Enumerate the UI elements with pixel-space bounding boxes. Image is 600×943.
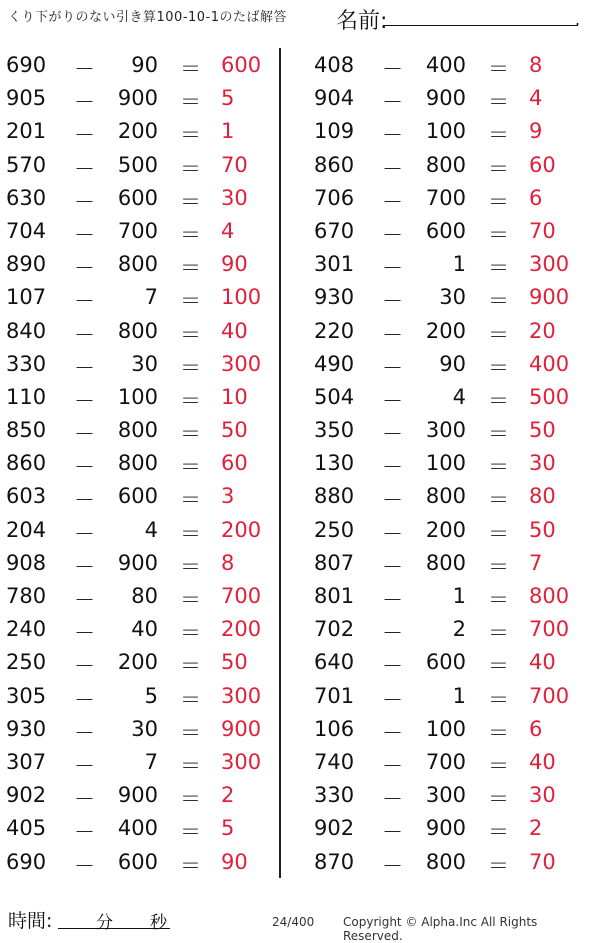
subtrahend: 1 xyxy=(452,252,466,277)
minus-sign: － xyxy=(382,488,403,513)
equals-sign: ＝ xyxy=(180,787,201,812)
minus-sign: － xyxy=(382,753,403,778)
minus-sign: － xyxy=(382,687,403,712)
minuend: 801 xyxy=(314,584,355,608)
subtrahend: 800 xyxy=(117,252,158,277)
subtrahend: 100 xyxy=(117,384,158,409)
column-divider xyxy=(279,48,281,878)
minuend: 109 xyxy=(314,119,355,144)
equals-sign: ＝ xyxy=(180,853,201,878)
subtrahend: 300 xyxy=(425,783,466,808)
minus-sign: － xyxy=(382,422,403,447)
minus-sign: － xyxy=(74,222,95,247)
answer: 300 xyxy=(221,351,262,376)
equals-sign: ＝ xyxy=(488,322,509,347)
minuend: 860 xyxy=(6,451,47,476)
subtrahend: 90 xyxy=(131,53,158,77)
minuend: 301 xyxy=(314,252,355,277)
page-number: 24/400 xyxy=(272,915,315,929)
subtrahend: 500 xyxy=(117,152,158,177)
minuend: 904 xyxy=(314,86,355,111)
answer: 40 xyxy=(221,318,248,343)
equals-sign: ＝ xyxy=(488,355,509,380)
minuend: 504 xyxy=(314,384,355,409)
minuend: 702 xyxy=(314,617,355,642)
answer: 50 xyxy=(529,418,556,443)
answer: 200 xyxy=(221,617,262,642)
answer: 300 xyxy=(221,683,262,708)
name-field-dot: . xyxy=(575,10,581,29)
minus-sign: － xyxy=(74,57,95,81)
minus-sign: － xyxy=(382,388,403,413)
minuend: 408 xyxy=(314,53,355,77)
equals-sign: ＝ xyxy=(488,222,509,247)
minus-sign: － xyxy=(74,753,95,778)
subtrahend: 200 xyxy=(117,650,158,675)
minuend: 930 xyxy=(314,285,355,310)
equals-sign: ＝ xyxy=(488,488,509,513)
subtrahend: 30 xyxy=(439,285,466,310)
equals-sign: ＝ xyxy=(180,753,201,778)
minus-sign: － xyxy=(74,123,95,148)
equals-sign: ＝ xyxy=(180,488,201,513)
minuend: 701 xyxy=(314,683,355,708)
answer: 800 xyxy=(529,584,570,608)
answer: 8 xyxy=(529,53,543,77)
subtrahend: 7 xyxy=(144,749,158,774)
equals-sign: ＝ xyxy=(180,123,201,148)
minuend: 240 xyxy=(6,617,47,642)
answer: 10 xyxy=(221,384,248,409)
minuend: 670 xyxy=(314,218,355,243)
subtrahend: 200 xyxy=(425,517,466,542)
minuend: 570 xyxy=(6,152,47,177)
answer: 500 xyxy=(529,384,570,409)
answer: 60 xyxy=(221,451,248,476)
time-label: 時間: xyxy=(8,910,53,932)
minuend: 706 xyxy=(314,185,355,210)
subtrahend: 4 xyxy=(144,517,158,542)
minus-sign: － xyxy=(74,256,95,281)
minuend: 740 xyxy=(314,749,355,774)
minuend: 490 xyxy=(314,351,355,376)
equals-sign: ＝ xyxy=(488,422,509,447)
equals-sign: ＝ xyxy=(488,521,509,546)
equals-sign: ＝ xyxy=(180,90,201,115)
subtrahend: 900 xyxy=(117,783,158,808)
answer: 100 xyxy=(221,285,262,310)
subtrahend: 700 xyxy=(425,185,466,210)
subtrahend: 1 xyxy=(452,584,466,608)
equals-sign: ＝ xyxy=(180,57,201,81)
equals-sign: ＝ xyxy=(180,588,201,612)
answer: 5 xyxy=(221,816,235,841)
minuend: 110 xyxy=(6,384,47,409)
equals-sign: ＝ xyxy=(488,189,509,214)
answer: 400 xyxy=(529,351,570,376)
minuend: 305 xyxy=(6,683,47,708)
answer: 300 xyxy=(221,749,262,774)
equals-sign: ＝ xyxy=(180,720,201,745)
equals-sign: ＝ xyxy=(488,753,509,778)
equals-sign: ＝ xyxy=(180,820,201,845)
equals-sign: ＝ xyxy=(180,654,201,679)
answer: 4 xyxy=(529,86,543,111)
minuend: 201 xyxy=(6,119,47,144)
answer: 9 xyxy=(529,119,543,144)
minus-sign: － xyxy=(74,90,95,115)
minus-sign: － xyxy=(74,621,95,646)
minus-sign: － xyxy=(74,720,95,745)
subtrahend: 200 xyxy=(117,119,158,144)
answer: 6 xyxy=(529,716,543,741)
equals-sign: ＝ xyxy=(488,455,509,480)
subtrahend: 100 xyxy=(425,119,466,144)
minus-sign: － xyxy=(74,388,95,413)
equals-sign: ＝ xyxy=(180,554,201,579)
minuend: 130 xyxy=(314,451,355,476)
subtrahend: 600 xyxy=(117,185,158,210)
answer: 50 xyxy=(221,418,248,443)
subtrahend: 800 xyxy=(425,484,466,509)
answer: 40 xyxy=(529,749,556,774)
equals-sign: ＝ xyxy=(180,322,201,347)
minus-sign: － xyxy=(74,355,95,380)
name-label: 名前: xyxy=(336,9,388,34)
equals-sign: ＝ xyxy=(180,355,201,380)
minus-sign: － xyxy=(74,820,95,845)
subtrahend: 700 xyxy=(117,218,158,243)
equals-sign: ＝ xyxy=(180,422,201,447)
minuend: 704 xyxy=(6,218,47,243)
minuend: 860 xyxy=(314,152,355,177)
equals-sign: ＝ xyxy=(488,720,509,745)
equals-sign: ＝ xyxy=(488,654,509,679)
subtrahend: 1 xyxy=(452,683,466,708)
minus-sign: － xyxy=(382,90,403,115)
minuend: 905 xyxy=(6,86,47,111)
subtrahend: 400 xyxy=(117,816,158,841)
minuend: 330 xyxy=(314,783,355,808)
answer: 600 xyxy=(221,53,262,77)
subtrahend: 800 xyxy=(117,451,158,476)
minus-sign: － xyxy=(74,521,95,546)
equals-sign: ＝ xyxy=(180,521,201,546)
subtrahend: 900 xyxy=(117,550,158,575)
answer: 300 xyxy=(529,252,570,277)
equals-sign: ＝ xyxy=(488,787,509,812)
answer: 80 xyxy=(529,484,556,509)
equals-sign: ＝ xyxy=(488,554,509,579)
minuend: 204 xyxy=(6,517,47,542)
minus-sign: － xyxy=(382,222,403,247)
minus-sign: － xyxy=(74,654,95,679)
subtrahend: 900 xyxy=(425,86,466,111)
equals-sign: ＝ xyxy=(488,57,509,81)
minuend: 870 xyxy=(314,849,355,874)
subtrahend: 30 xyxy=(131,351,158,376)
subtrahend: 600 xyxy=(117,484,158,509)
answer: 60 xyxy=(529,152,556,177)
minuend: 902 xyxy=(314,816,355,841)
equals-sign: ＝ xyxy=(180,687,201,712)
subtrahend: 800 xyxy=(425,152,466,177)
answer: 8 xyxy=(221,550,235,575)
subtrahend: 800 xyxy=(425,849,466,874)
subtrahend: 7 xyxy=(144,285,158,310)
minus-sign: － xyxy=(74,322,95,347)
minutes-label: 分 xyxy=(96,913,113,933)
answer: 4 xyxy=(221,218,235,243)
equals-sign: ＝ xyxy=(180,455,201,480)
subtrahend: 300 xyxy=(425,418,466,443)
minuend: 307 xyxy=(6,749,47,774)
minus-sign: － xyxy=(382,654,403,679)
answer: 7 xyxy=(529,550,543,575)
minuend: 603 xyxy=(6,484,47,509)
minus-sign: － xyxy=(382,289,403,314)
answer: 70 xyxy=(529,849,556,874)
minus-sign: － xyxy=(74,455,95,480)
minuend: 220 xyxy=(314,318,355,343)
minus-sign: － xyxy=(74,853,95,878)
answer: 2 xyxy=(221,783,235,808)
minus-sign: － xyxy=(382,322,403,347)
answer: 5 xyxy=(221,86,235,111)
answer: 90 xyxy=(221,849,248,874)
minuend: 930 xyxy=(6,716,47,741)
minuend: 780 xyxy=(6,584,47,608)
minus-sign: － xyxy=(382,853,403,878)
subtrahend: 4 xyxy=(452,384,466,409)
subtrahend: 200 xyxy=(425,318,466,343)
minuend: 250 xyxy=(6,650,47,675)
subtrahend: 2 xyxy=(452,617,466,642)
answer: 700 xyxy=(529,683,570,708)
minus-sign: － xyxy=(382,455,403,480)
minus-sign: － xyxy=(74,554,95,579)
minuend: 840 xyxy=(6,318,47,343)
minus-sign: － xyxy=(382,720,403,745)
answer: 70 xyxy=(221,152,248,177)
answer: 30 xyxy=(529,451,556,476)
answer: 70 xyxy=(529,218,556,243)
answer: 30 xyxy=(221,185,248,210)
equals-sign: ＝ xyxy=(180,289,201,314)
minuend: 630 xyxy=(6,185,47,210)
answer: 30 xyxy=(529,783,556,808)
minus-sign: － xyxy=(74,687,95,712)
subtrahend: 800 xyxy=(117,318,158,343)
minuend: 850 xyxy=(6,418,47,443)
subtrahend: 900 xyxy=(117,86,158,111)
minuend: 807 xyxy=(314,550,355,575)
subtrahend: 90 xyxy=(439,351,466,376)
seconds-label: 秒 xyxy=(150,913,167,933)
equals-sign: ＝ xyxy=(488,388,509,413)
answer: 6 xyxy=(529,185,543,210)
minus-sign: － xyxy=(382,521,403,546)
answer: 90 xyxy=(221,252,248,277)
equals-sign: ＝ xyxy=(488,820,509,845)
minuend: 405 xyxy=(6,816,47,841)
subtrahend: 5 xyxy=(144,683,158,708)
equals-sign: ＝ xyxy=(488,123,509,148)
minus-sign: － xyxy=(382,355,403,380)
minuend: 690 xyxy=(6,53,47,77)
equals-sign: ＝ xyxy=(488,588,509,612)
minus-sign: － xyxy=(382,123,403,148)
subtrahend: 800 xyxy=(117,418,158,443)
answer: 3 xyxy=(221,484,235,509)
equals-sign: ＝ xyxy=(488,289,509,314)
equals-sign: ＝ xyxy=(180,156,201,181)
minus-sign: － xyxy=(74,588,95,612)
equals-sign: ＝ xyxy=(488,256,509,281)
subtrahend: 600 xyxy=(425,218,466,243)
subtrahend: 700 xyxy=(425,749,466,774)
equals-sign: ＝ xyxy=(180,222,201,247)
answer: 200 xyxy=(221,517,262,542)
equals-sign: ＝ xyxy=(488,621,509,646)
minus-sign: － xyxy=(74,422,95,447)
minus-sign: － xyxy=(382,554,403,579)
subtrahend: 600 xyxy=(425,650,466,675)
minuend: 890 xyxy=(6,252,47,277)
minus-sign: － xyxy=(74,488,95,513)
minuend: 350 xyxy=(314,418,355,443)
minus-sign: － xyxy=(382,621,403,646)
minus-sign: － xyxy=(382,256,403,281)
subtrahend: 40 xyxy=(131,617,158,642)
answer: 50 xyxy=(221,650,248,675)
answer: 40 xyxy=(529,650,556,675)
minus-sign: － xyxy=(74,189,95,214)
answer: 900 xyxy=(221,716,262,741)
minus-sign: － xyxy=(74,289,95,314)
equals-sign: ＝ xyxy=(180,189,201,214)
equals-sign: ＝ xyxy=(488,90,509,115)
equals-sign: ＝ xyxy=(180,256,201,281)
subtrahend: 600 xyxy=(117,849,158,874)
equals-sign: ＝ xyxy=(488,156,509,181)
equals-sign: ＝ xyxy=(180,621,201,646)
minuend: 902 xyxy=(6,783,47,808)
minuend: 250 xyxy=(314,517,355,542)
minus-sign: － xyxy=(382,156,403,181)
minus-sign: － xyxy=(382,820,403,845)
minuend: 106 xyxy=(314,716,355,741)
subtrahend: 400 xyxy=(425,53,466,77)
equals-sign: ＝ xyxy=(180,388,201,413)
answer: 20 xyxy=(529,318,556,343)
equals-sign: ＝ xyxy=(488,687,509,712)
answer: 900 xyxy=(529,285,570,310)
subtrahend: 100 xyxy=(425,716,466,741)
worksheet-title: くり下がりのない引き算100-10-1のたば解答 xyxy=(8,10,288,25)
minus-sign: － xyxy=(74,787,95,812)
answer: 50 xyxy=(529,517,556,542)
subtrahend: 800 xyxy=(425,550,466,575)
minuend: 690 xyxy=(6,849,47,874)
subtrahend: 80 xyxy=(131,584,158,608)
answer: 700 xyxy=(221,584,262,608)
subtrahend: 100 xyxy=(425,451,466,476)
minus-sign: － xyxy=(382,57,403,81)
name-field-line[interactable] xyxy=(383,25,578,26)
minuend: 107 xyxy=(6,285,47,310)
answer: 1 xyxy=(221,119,235,144)
minuend: 908 xyxy=(6,550,47,575)
copyright-text: Copyright © Alpha.Inc All Rights Reserved. xyxy=(343,915,538,943)
answer: 2 xyxy=(529,816,543,841)
minus-sign: － xyxy=(382,588,403,612)
subtrahend: 900 xyxy=(425,816,466,841)
answer: 700 xyxy=(529,617,570,642)
minus-sign: － xyxy=(382,189,403,214)
minus-sign: － xyxy=(382,787,403,812)
subtrahend: 30 xyxy=(131,716,158,741)
minuend: 640 xyxy=(314,650,355,675)
minuend: 330 xyxy=(6,351,47,376)
equals-sign: ＝ xyxy=(488,853,509,878)
minuend: 880 xyxy=(314,484,355,509)
minus-sign: － xyxy=(74,156,95,181)
